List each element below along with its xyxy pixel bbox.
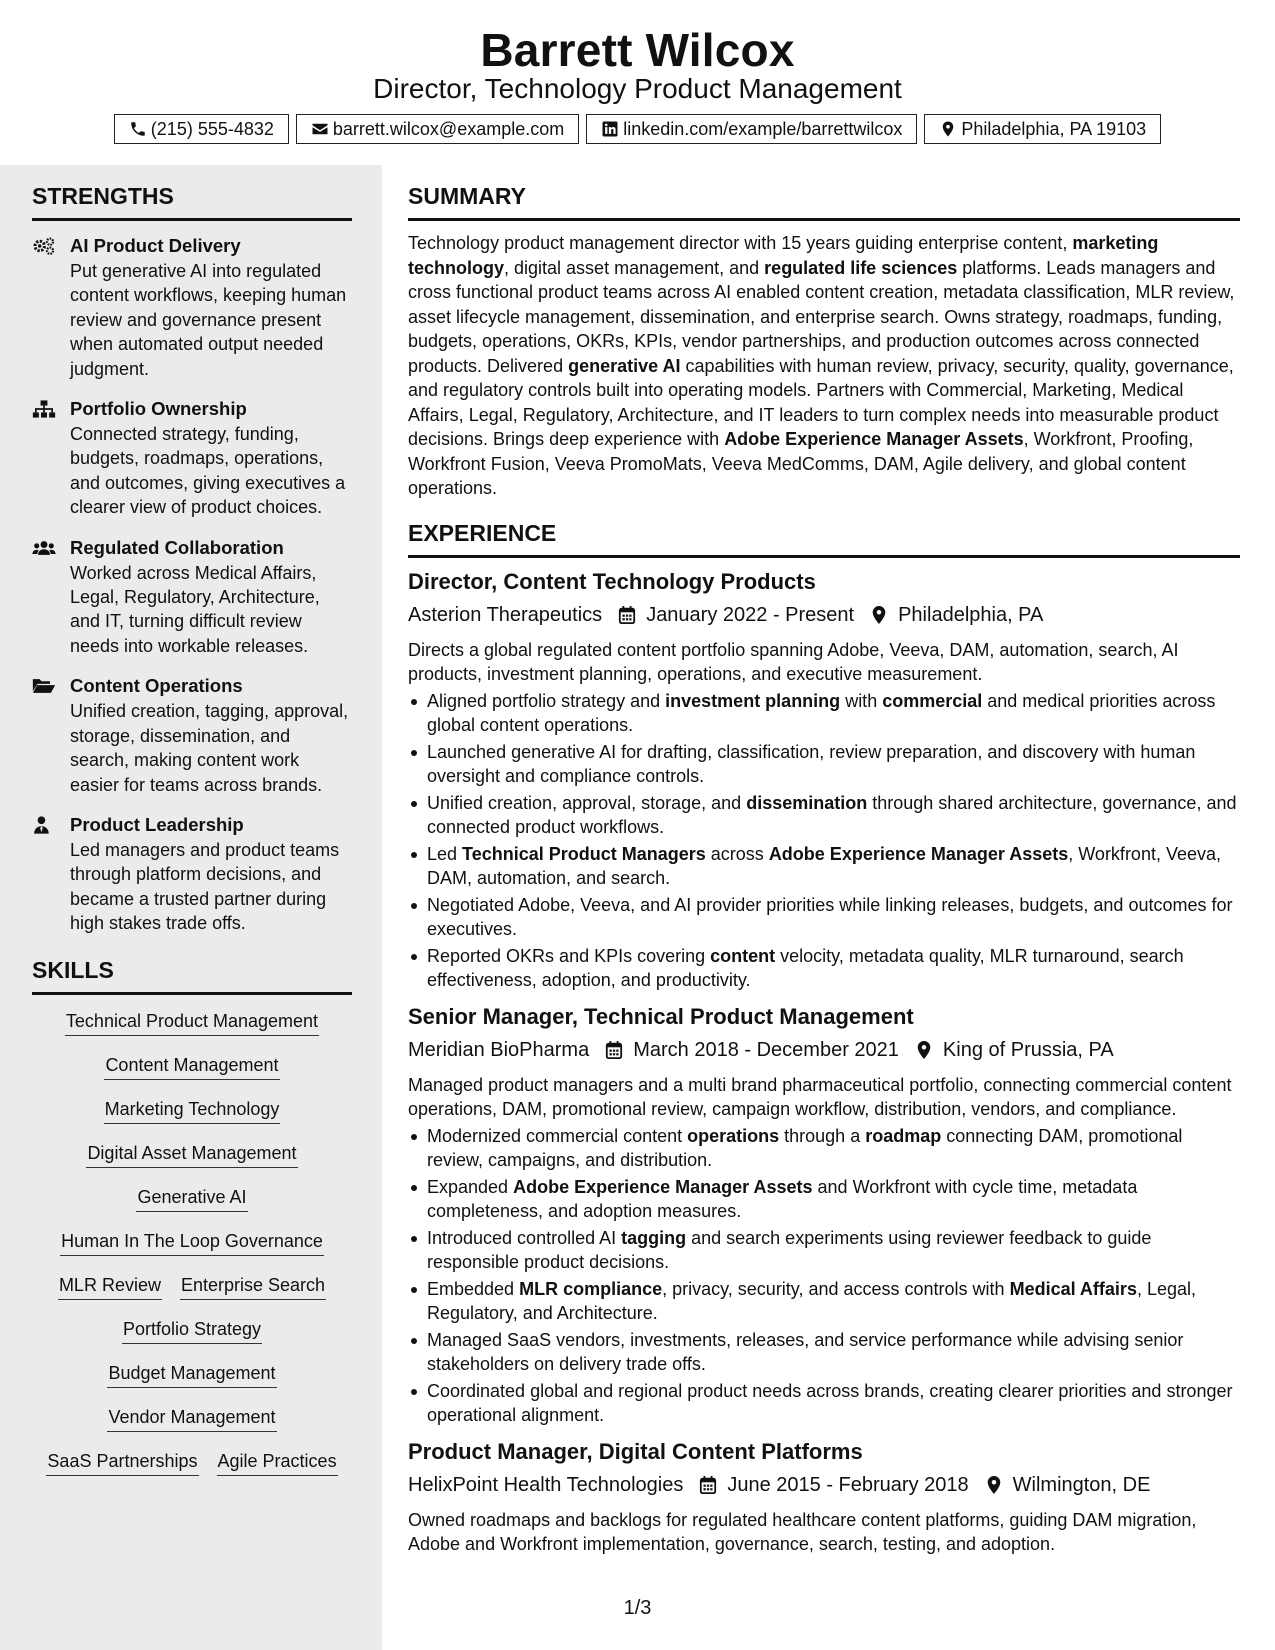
bullet-bold: commercial <box>882 690 983 711</box>
calendar-icon <box>602 605 646 625</box>
job-company: HelixPoint Health Technologies <box>408 1473 684 1496</box>
bullet-run: through a <box>779 1125 866 1146</box>
skill-tag: Budget Management <box>107 1361 276 1388</box>
main-content <box>408 180 1240 1557</box>
bullet-run: Launched generative AI for drafting, classification, review preparation, and discovery with human oversight and compliance controls. <box>427 741 1196 786</box>
job-location: Wilmington, DE <box>1012 1473 1151 1496</box>
bullet-run: Aligned portfolio strategy and <box>427 690 666 711</box>
summary-text <box>408 231 1240 501</box>
skill-tag: Portfolio Strategy <box>122 1317 262 1344</box>
location-text: Philadelphia, PA 19103 <box>961 119 1147 139</box>
bullet-run: with <box>840 690 883 711</box>
job-description: Managed product managers and a multi brand pharmaceutical portfolio, connecting commercial content operations, DAM, promotional review, campaign workflow, distribution, vendors, and compliance. <box>408 1074 1232 1119</box>
bullet-run: Expanded <box>427 1176 514 1197</box>
phone-icon <box>129 120 147 138</box>
strength-text: Worked across Medical Affairs, Legal, Regulatory, Architecture, and IT, turning difficult review needs into workable releases. <box>70 562 320 656</box>
skill-tag: Agile Practices <box>217 1449 338 1476</box>
job-bullet <box>408 791 1240 840</box>
map-marker-icon <box>969 1475 1013 1495</box>
sidebar <box>32 180 352 1476</box>
bullet-run: , Workfront, Veeva, DAM, automation, and search. <box>427 843 1222 888</box>
bullet-run: Embedded <box>427 1278 520 1299</box>
bullet-run: , Legal, Regulatory, and Architecture. <box>427 1278 1196 1323</box>
summary-bold: marketing technology <box>408 233 1159 278</box>
calendar-icon <box>683 1475 727 1495</box>
job-company: Meridian BioPharma <box>408 1038 590 1061</box>
linkedin-icon <box>601 120 619 138</box>
summary-run: platforms. Leads managers and cross functional product teams across AI enabled content creation, metadata classification, MLR review, asset lifecycle management, dissemination, and enterprise search. Owns strategy, roadmaps, funding, budgets, operations, OKRs, KPIs, vendor partnerships, and production outcomes across connected products. Delivered <box>408 257 1235 376</box>
bullet-bold: investment planning <box>665 690 841 711</box>
map-marker-icon <box>899 1040 943 1060</box>
job-meta <box>408 1035 1240 1065</box>
bullet-bold: Adobe Experience Manager Assets <box>513 1176 813 1197</box>
cogs-icon <box>32 233 70 381</box>
job-title: Senior Manager, Technical Product Management <box>408 1003 914 1029</box>
job-bullet <box>408 1226 1240 1275</box>
job-meta <box>408 1470 1240 1500</box>
bullet-run: Introduced controlled AI <box>427 1227 622 1248</box>
skill-tag: Generative AI <box>136 1185 247 1212</box>
bullet-bold: Adobe Experience Manager Assets <box>768 843 1069 864</box>
bullet-run: Negotiated Adobe, Veeva, and AI provider priorities while linking releases, budgets, and outcomes for executives. <box>427 894 1233 939</box>
bullet-run: Coordinated global and regional product needs across brands, creating clearer priorities and stronger operational alignment. <box>427 1380 1233 1425</box>
bullet-run: Led <box>427 843 463 864</box>
candidate-title: Director, Technology Product Management <box>373 73 902 104</box>
job-description: Owned roadmaps and backlogs for regulated healthcare content platforms, guiding DAM migration, Adobe and Workfront implementation, governance, search, testing, and adoption. <box>408 1509 1197 1554</box>
summary-bold: Adobe Experience Manager Assets <box>724 429 1024 449</box>
job-bullet <box>408 1124 1240 1173</box>
contact-bar <box>0 114 1275 144</box>
bullet-run: Modernized commercial content <box>427 1125 688 1146</box>
summary-run: Technology product management director with 15 years guiding enterprise content, <box>408 233 1073 253</box>
skill-tag: Technical Product Management <box>65 1009 319 1036</box>
contact-linkedin[interactable] <box>586 114 917 144</box>
job-entry <box>408 566 1240 993</box>
job-bullet <box>408 740 1240 789</box>
strength-item <box>32 535 352 659</box>
strength-text: Connected strategy, funding, budgets, roadmaps, operations, and outcomes, giving executives a clearer view of product choices. <box>70 424 346 518</box>
job-company: Asterion Therapeutics <box>408 603 603 626</box>
envelope-icon <box>311 120 329 138</box>
bullet-run: and search experiments using reviewer feedback to guide responsible product decisions. <box>427 1227 1152 1272</box>
job-bullet <box>408 1379 1240 1428</box>
job-bullet <box>408 1277 1240 1326</box>
job-entry <box>408 1436 1240 1557</box>
bullet-bold: Technical Product Managers <box>462 843 706 864</box>
summary-run: capabilities with human review, privacy, security, quality, governance, and regulatory controls built into operating models. Partners with Commercial, Marketing, Medical Affairs, Legal, Regulatory, Architecture, and IT leaders to turn complex needs into measurable product decisions. Brings deep experience with <box>408 355 1234 449</box>
job-dates: January 2022 - Present <box>646 603 855 626</box>
job-bullet <box>408 689 1240 738</box>
strength-title: Portfolio Ownership <box>70 398 247 420</box>
bullet-run: Reported OKRs and KPIs covering <box>427 945 711 966</box>
summary-run: , Workfront, Proofing, Workfront Fusion, Veeva PromoMats, Veeva MedComms, DAM, Agile delivery, and global content operations. <box>408 429 1194 498</box>
map-marker-icon <box>939 120 957 138</box>
experience-heading: EXPERIENCE <box>408 517 1240 558</box>
summary-bold: regulated life sciences <box>764 257 958 278</box>
bullet-run: across <box>705 843 769 864</box>
bullet-bold: roadmap <box>865 1125 942 1146</box>
linkedin-text: linkedin.com/example/barrettwilcox <box>623 119 903 139</box>
job-title: Director, Content Technology Products <box>408 568 816 594</box>
email-text: barrett.wilcox@example.com <box>332 119 565 139</box>
sitemap-icon <box>32 396 70 520</box>
bullet-bold: MLR compliance <box>519 1278 663 1299</box>
summary-run: , digital asset management, and <box>504 257 765 278</box>
skills-list <box>32 1009 352 1476</box>
strength-title: Regulated Collaboration <box>70 536 284 558</box>
bullet-bold: operations <box>687 1125 780 1146</box>
summary-bold: generative AI <box>568 355 681 376</box>
page-number: 1/3 <box>623 1597 652 1619</box>
contact-phone[interactable] <box>114 114 289 144</box>
skill-tag: Marketing Technology <box>104 1097 281 1124</box>
job-location: King of Prussia, PA <box>942 1038 1114 1061</box>
bullet-run: and Workfront with cycle time, metadata completeness, and adoption measures. <box>427 1176 1138 1221</box>
job-location: Philadelphia, PA <box>898 603 1044 626</box>
users-icon <box>32 535 70 659</box>
strength-title: Content Operations <box>70 675 243 697</box>
strength-title: AI Product Delivery <box>70 235 241 256</box>
contact-email[interactable] <box>296 114 579 144</box>
user-tie-icon <box>32 812 70 936</box>
strength-text: Unified creation, tagging, approval, storage, dissemination, and search, making content work easier for teams across brands. <box>70 701 349 795</box>
bullet-run: through shared architecture, governance, and connected product workflows. <box>427 792 1237 837</box>
map-marker-icon <box>854 605 898 625</box>
strength-item <box>32 812 352 936</box>
job-bullet <box>408 944 1240 993</box>
experience-list <box>408 566 1240 1557</box>
strength-item <box>32 396 352 520</box>
strengths-heading: STRENGTHS <box>32 180 352 221</box>
job-entry <box>408 1001 1240 1428</box>
job-bullet <box>408 1175 1240 1224</box>
job-bullet <box>408 1328 1240 1377</box>
bullet-bold: dissemination <box>746 792 868 813</box>
skill-tag: Content Management <box>104 1053 279 1080</box>
bullet-run: Unified creation, approval, storage, and <box>427 792 747 813</box>
job-dates: June 2015 - February 2018 <box>727 1473 969 1496</box>
bullet-run: and medical priorities across global content operations. <box>427 690 1216 735</box>
job-bullets <box>408 1124 1240 1428</box>
skill-tag: MLR Review <box>58 1273 162 1300</box>
candidate-name: Barrett Wilcox <box>480 24 795 76</box>
skill-tag: Digital Asset Management <box>86 1141 297 1168</box>
job-bullets <box>408 689 1240 993</box>
bullet-bold: content <box>710 945 776 966</box>
folder-open-icon <box>32 673 70 797</box>
bullet-bold: tagging <box>621 1227 687 1248</box>
strength-text: Led managers and product teams through platform decisions, and became a trusted partner during high stakes trade offs. <box>70 839 340 934</box>
phone-text: (215) 555-4832 <box>150 119 274 139</box>
job-bullet <box>408 893 1240 942</box>
skill-tag: Enterprise Search <box>180 1273 326 1300</box>
skill-tag: Vendor Management <box>107 1405 276 1432</box>
bullet-run: velocity, metadata quality, MLR turnaround, search effectiveness, adoption, and productivity. <box>427 945 1184 990</box>
skill-tag: SaaS Partnerships <box>46 1449 198 1476</box>
strength-text: Put generative AI into regulated content workflows, keeping human review and governance present when automated output needed judgment. <box>70 261 347 379</box>
calendar-icon <box>589 1040 633 1060</box>
summary-heading: SUMMARY <box>408 180 1240 221</box>
contact-location[interactable] <box>924 114 1161 144</box>
skills-heading: SKILLS <box>32 954 352 995</box>
strength-title: Product Leadership <box>70 813 244 835</box>
bullet-bold: Medical Affairs <box>1009 1278 1137 1299</box>
job-bullet <box>408 842 1240 891</box>
job-title: Product Manager, Digital Content Platforms <box>408 1438 863 1464</box>
bullet-run: connecting DAM, promotional review, campaigns, and distribution. <box>427 1125 1183 1170</box>
job-dates: March 2018 - December 2021 <box>633 1038 899 1061</box>
strength-item <box>32 673 352 797</box>
job-meta <box>408 600 1240 630</box>
strength-item <box>32 233 352 381</box>
bullet-run: Managed SaaS vendors, investments, releases, and service performance while advising senior stakeholders on delivery trade offs. <box>427 1329 1184 1374</box>
skill-tag: Human In The Loop Governance <box>60 1229 324 1256</box>
strengths-list <box>32 233 352 936</box>
job-description: Directs a global regulated content portfolio spanning Adobe, Veeva, DAM, automation, search, AI products, investment planning, operations, and executive measurement. <box>408 639 1179 684</box>
bullet-run: , privacy, security, and access controls with <box>662 1278 1010 1299</box>
